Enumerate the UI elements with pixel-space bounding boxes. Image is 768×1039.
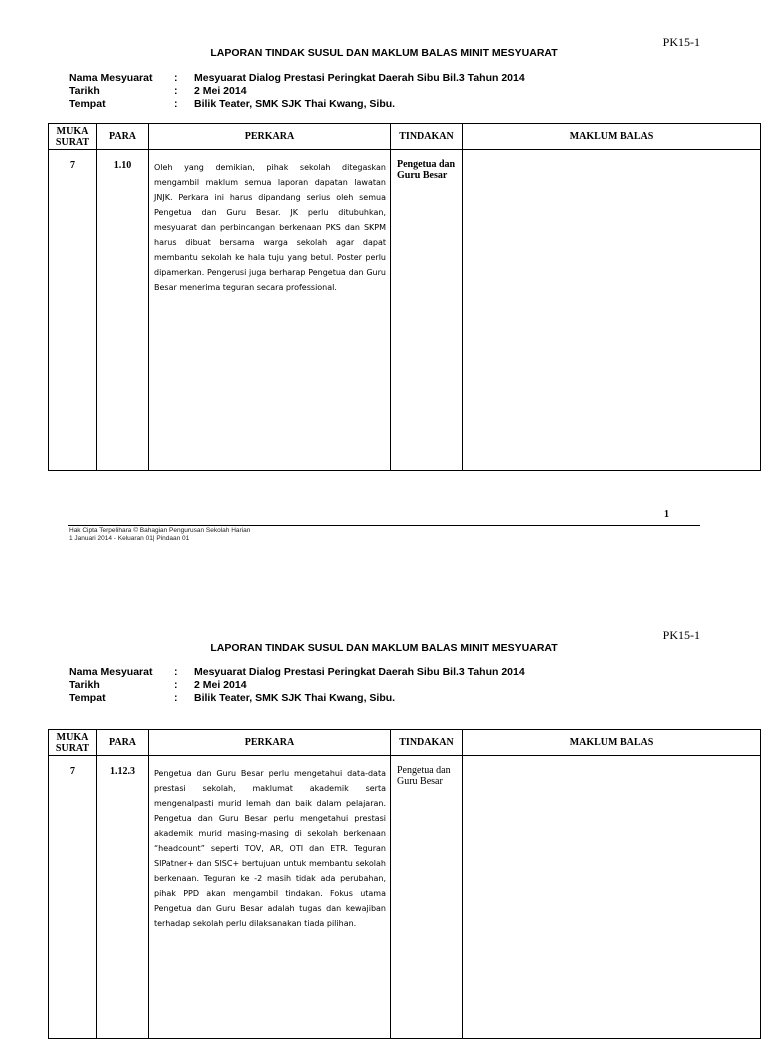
- cell-muka-surat: 7: [49, 756, 97, 1039]
- meeting-info: [69, 666, 525, 705]
- footer-copyright: [69, 527, 250, 543]
- meta-label: Nama Mesyuarat: [69, 72, 153, 84]
- meeting-info: [69, 72, 525, 111]
- meta-colon: :: [174, 98, 178, 110]
- header-muka-surat: MUKA SURAT: [49, 730, 97, 756]
- meta-value: Bilik Teater, SMK SJK Thai Kwang, Sibu.: [194, 98, 396, 110]
- header-perkara: PERKARA: [149, 730, 391, 756]
- meeting-name-row: [69, 72, 525, 85]
- meta-label: Nama Mesyuarat: [69, 666, 153, 678]
- cell-maklum-balas[interactable]: [463, 756, 761, 1039]
- document-title: LAPORAN TINDAK SUSUL DAN MAKLUM BALAS MINIT MESYUARAT: [210, 47, 558, 59]
- cell-muka-surat: 7: [49, 150, 97, 471]
- cell-perkara: Pengetua dan Guru Besar perlu mengetahui data-data prestasi sekolah, maklumat akademik serta mengenalpasti murid lemah dan baik dalam pelajaran. Pengetua dan Guru Besar perlu mengetahui prestasi akademik murid masing-masing di sekolah berkenaan “headcount” seperti TOV, AR, OTI dan ETR. Teguran SIPatner+ dan SISC+ bertujuan untuk membantu sekolah berkenaan. Teguran ke -2 masih tidak ada perubahan, pihak PPD akan mengambil tindakan. Fokus utama Pengetua dan Guru Besar adalah tugas dan kewajiban terhadap sekolah perlu dilaksanakan tiada pilihan.: [149, 756, 391, 1039]
- form-code: PK15-1: [662, 35, 700, 49]
- cell-tindakan: Pengetua dan Guru Besar: [391, 150, 463, 471]
- form-code: PK15-1: [662, 628, 700, 642]
- header-muka-surat: MUKA SURAT: [49, 124, 97, 150]
- meta-value: Mesyuarat Dialog Prestasi Peringkat Daerah Sibu Bil.3 Tahun 2014: [194, 666, 525, 678]
- document-page-2: [0, 595, 768, 1024]
- meeting-date-row: [69, 85, 525, 98]
- meta-label: Tarikh: [69, 679, 100, 691]
- meta-label: Tarikh: [69, 85, 100, 97]
- header-maklum-balas: MAKLUM BALAS: [463, 730, 761, 756]
- meta-label: Tempat: [69, 692, 106, 704]
- header-para: PARA: [97, 124, 149, 150]
- meta-colon: :: [174, 85, 178, 97]
- header-tindakan: TINDAKAN: [391, 730, 463, 756]
- document-title: LAPORAN TINDAK SUSUL DAN MAKLUM BALAS MINIT MESYUARAT: [210, 642, 558, 654]
- meta-colon: :: [174, 692, 178, 704]
- meeting-place-row: [69, 692, 525, 705]
- meta-colon: :: [174, 72, 178, 84]
- cell-maklum-balas[interactable]: [463, 150, 761, 471]
- meta-label: Tempat: [69, 98, 106, 110]
- cell-para: 1.12.3: [97, 756, 149, 1039]
- table-row: [49, 150, 761, 471]
- minutes-table: [48, 123, 761, 471]
- minutes-table: [48, 729, 761, 1039]
- meta-value: 2 Mei 2014: [194, 679, 247, 691]
- meta-colon: :: [174, 679, 178, 691]
- meeting-place-row: [69, 98, 525, 111]
- cell-perkara: Oleh yang demikian, pihak sekolah ditegaskan mengambil maklum semua laporan dapatan lawatan JNJK. Perkara ini harus dipandang serius oleh semua Pengetua dan Guru Besar. JK perlu ditubuhkan, mesyuarat dan perbincangan berkenaan PKS dan SKPM harus dibuat bersama warga sekolah agar dapat membantu sekolah ke hala tuju yang betul. Poster perlu dipamerkan. Pengerusi juga berharap Pengetua dan Guru Besar menerima teguran secara professional.: [149, 150, 391, 471]
- meta-value: 2 Mei 2014: [194, 85, 247, 97]
- header-tindakan: TINDAKAN: [391, 124, 463, 150]
- page-number: 1: [664, 509, 669, 520]
- meeting-date-row: [69, 679, 525, 692]
- cell-tindakan: Pengetua dan Guru Besar: [391, 756, 463, 1039]
- footer-line-2: 1 Januari 2014 - Keluaran 01| Pindaan 01: [69, 535, 190, 542]
- meeting-name-row: [69, 666, 525, 679]
- table-header-row: [49, 124, 761, 150]
- footer-line-1: Hak Cipta Terpelihara © Bahagian Pengurusan Sekolah Harian: [69, 527, 251, 534]
- cell-para: 1.10: [97, 150, 149, 471]
- meta-value: Bilik Teater, SMK SJK Thai Kwang, Sibu.: [194, 692, 396, 704]
- header-maklum-balas: MAKLUM BALAS: [463, 124, 761, 150]
- meta-value: Mesyuarat Dialog Prestasi Peringkat Daerah Sibu Bil.3 Tahun 2014: [194, 72, 525, 84]
- header-para: PARA: [97, 730, 149, 756]
- meta-colon: :: [174, 666, 178, 678]
- header-perkara: PERKARA: [149, 124, 391, 150]
- table-row: [49, 756, 761, 1039]
- footer-divider: [68, 525, 700, 526]
- table-header-row: [49, 730, 761, 756]
